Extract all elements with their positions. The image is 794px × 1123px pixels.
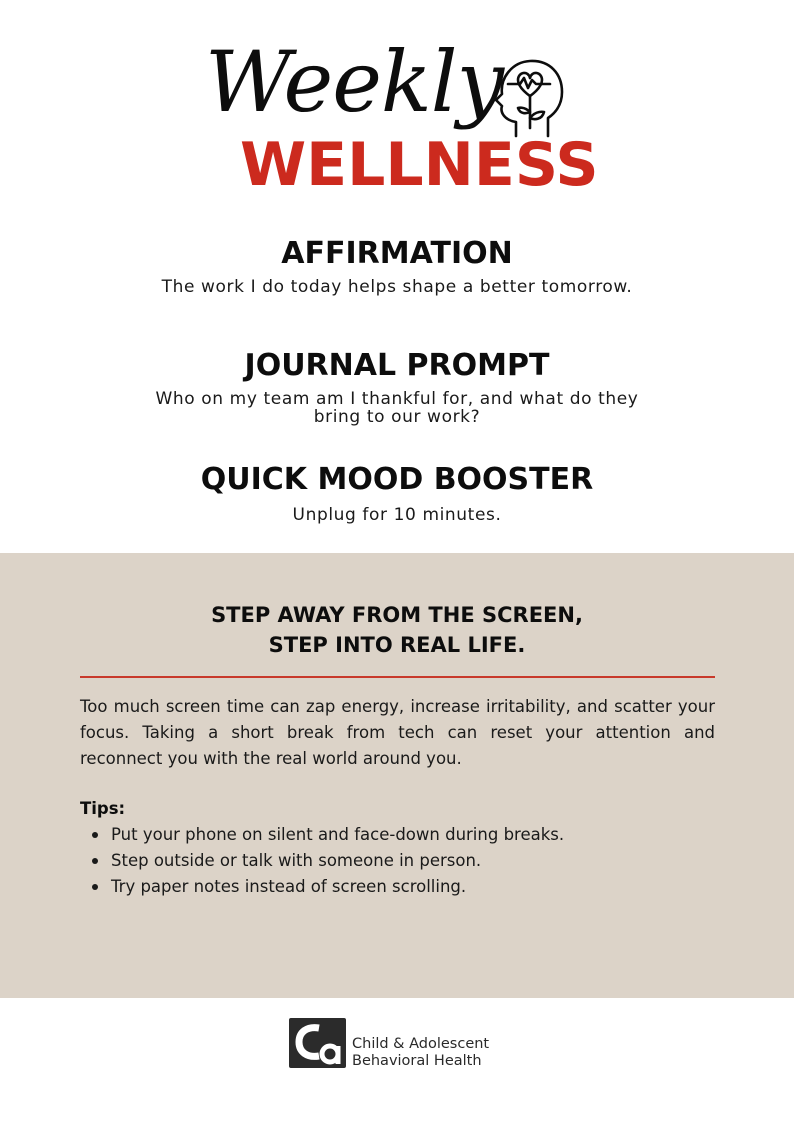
panel-heading-line1: STEP AWAY FROM THE SCREEN, <box>211 603 583 627</box>
bullet-icon <box>92 884 98 890</box>
head-heart-plant-icon <box>492 56 566 138</box>
tip-text: Step outside or talk with someone in person. <box>111 851 482 870</box>
bullet-icon <box>92 832 98 838</box>
script-title: Weekly <box>205 33 504 131</box>
mood-booster-text: Unplug for 10 minutes. <box>292 505 502 525</box>
tips-list <box>80 822 715 900</box>
affirmation-section <box>0 236 794 296</box>
tip-text: Put your phone on silent and face-down during breaks. <box>111 825 565 844</box>
panel-heading-line2: STEP INTO REAL LIFE. <box>268 633 526 657</box>
wellness-title: WELLNESS <box>240 130 599 200</box>
list-item <box>80 848 715 874</box>
ca-logo-icon <box>289 1018 346 1068</box>
panel-heading <box>0 600 794 660</box>
list-item <box>80 874 715 900</box>
affirmation-text: The work I do today helps shape a better tomorrow. <box>161 277 633 297</box>
mood-booster-section <box>0 462 794 524</box>
tips-label: Tips: <box>80 799 126 818</box>
journal-prompt-section <box>0 348 794 426</box>
journal-prompt-heading: JOURNAL PROMPT <box>244 348 550 383</box>
panel-body-text: Too much screen time can zap energy, increase irritability, and scatter your focus. Taking a short break from tech can reset your attention and reconnect you with the real world around you. <box>80 697 715 768</box>
org-name <box>352 1036 489 1070</box>
mood-booster-heading: QUICK MOOD BOOSTER <box>200 462 594 497</box>
list-item <box>80 822 715 848</box>
footer <box>0 998 794 1123</box>
screen-break-panel <box>0 553 794 998</box>
journal-prompt-text: Who on my team am I thankful for, and what do they bring to our work? <box>155 389 639 427</box>
affirmation-heading: AFFIRMATION <box>281 236 513 271</box>
org-name-line1: Child & Adolescent <box>352 1036 490 1052</box>
bullet-icon <box>92 858 98 864</box>
tip-text: Try paper notes instead of screen scrolling. <box>111 877 467 896</box>
divider <box>80 676 715 678</box>
org-name-line2: Behavioral Health <box>352 1053 482 1069</box>
header <box>0 0 794 200</box>
